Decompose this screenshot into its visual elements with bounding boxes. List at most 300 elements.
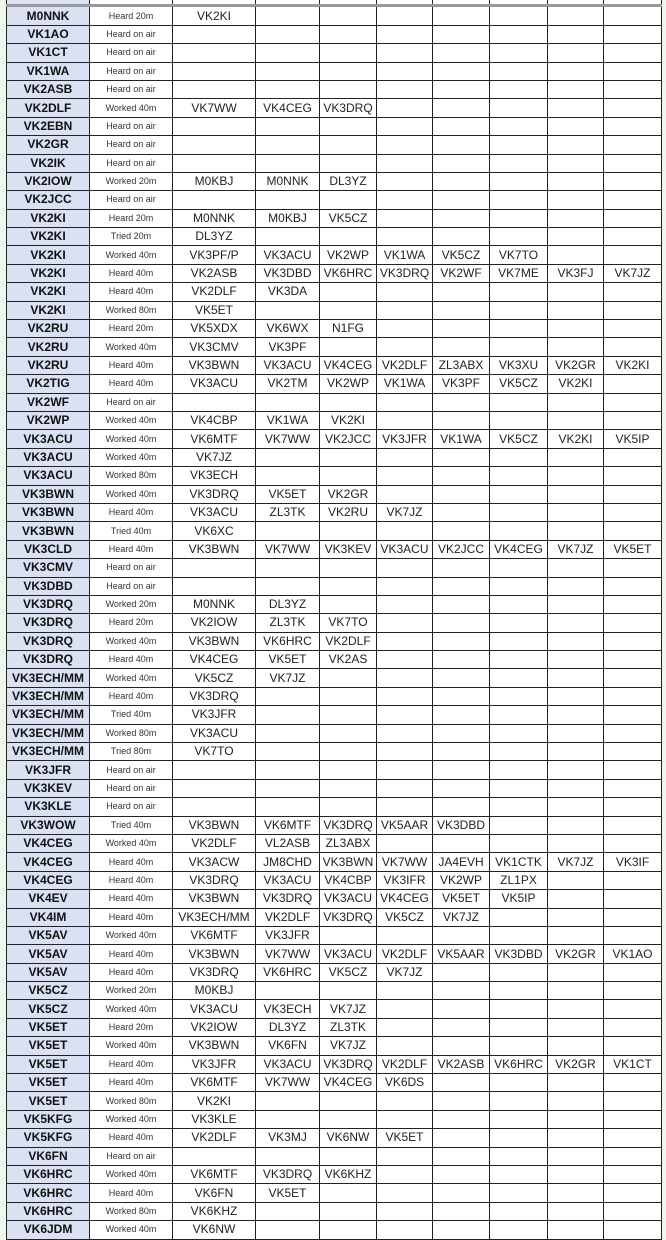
contact-cell[interactable] bbox=[490, 1037, 548, 1055]
contact-cell[interactable]: VK2DLF bbox=[173, 283, 256, 301]
contact-cell[interactable] bbox=[548, 136, 604, 154]
status-cell[interactable]: Heard on air bbox=[90, 136, 173, 154]
contact-cell[interactable]: VK2KI bbox=[548, 375, 604, 393]
status-cell[interactable]: Worked 80m bbox=[90, 467, 173, 485]
contact-cell[interactable] bbox=[490, 80, 548, 98]
contact-cell[interactable] bbox=[377, 172, 433, 190]
contact-cell[interactable] bbox=[604, 1000, 662, 1018]
callsign-cell[interactable]: VK3ECH/MM bbox=[7, 669, 90, 687]
contact-cell[interactable]: VK2DLF bbox=[173, 834, 256, 852]
contact-cell[interactable] bbox=[490, 761, 548, 779]
contact-cell[interactable] bbox=[548, 246, 604, 264]
contact-cell[interactable] bbox=[548, 191, 604, 209]
contact-cell[interactable] bbox=[490, 908, 548, 926]
contact-cell[interactable] bbox=[377, 595, 433, 613]
contact-cell[interactable] bbox=[490, 1000, 548, 1018]
callsign-cell[interactable]: VK3DRQ bbox=[7, 632, 90, 650]
callsign-cell[interactable]: VK4IM bbox=[7, 908, 90, 926]
status-cell[interactable]: Heard on air bbox=[90, 62, 173, 80]
contact-cell[interactable]: VK2GR bbox=[548, 1055, 604, 1073]
callsign-cell[interactable]: VK3BWN bbox=[7, 522, 90, 540]
contact-cell[interactable]: VK1WA bbox=[256, 411, 320, 429]
contact-cell[interactable]: VK4CEG bbox=[490, 540, 548, 558]
contact-cell[interactable] bbox=[490, 44, 548, 62]
contact-cell[interactable] bbox=[604, 448, 662, 466]
contact-cell[interactable]: DL3YZ bbox=[256, 1018, 320, 1036]
contact-cell[interactable] bbox=[490, 1147, 548, 1165]
contact-cell[interactable] bbox=[604, 669, 662, 687]
contact-cell[interactable] bbox=[604, 228, 662, 246]
contact-cell[interactable]: VK2WF bbox=[433, 264, 490, 282]
contact-cell[interactable] bbox=[548, 1037, 604, 1055]
contact-cell[interactable] bbox=[548, 1000, 604, 1018]
contact-cell[interactable] bbox=[377, 779, 433, 797]
contact-cell[interactable] bbox=[256, 761, 320, 779]
contact-cell[interactable] bbox=[548, 1166, 604, 1184]
contact-cell[interactable] bbox=[490, 595, 548, 613]
contact-cell[interactable] bbox=[490, 926, 548, 944]
status-cell[interactable]: Worked 20m bbox=[90, 595, 173, 613]
contact-cell[interactable] bbox=[548, 1221, 604, 1239]
contact-cell[interactable]: VK3PF/P bbox=[173, 246, 256, 264]
contact-cell[interactable] bbox=[490, 411, 548, 429]
contact-cell[interactable] bbox=[548, 1110, 604, 1128]
contact-cell[interactable] bbox=[604, 706, 662, 724]
contact-cell[interactable]: VK5ET bbox=[173, 301, 256, 319]
callsign-cell[interactable]: VK6HRC bbox=[7, 1184, 90, 1202]
contact-cell[interactable]: VK3ACU bbox=[173, 724, 256, 742]
status-cell[interactable]: Worked 40m bbox=[90, 1110, 173, 1128]
callsign-cell[interactable]: VK3DBD bbox=[7, 577, 90, 595]
status-cell[interactable]: Worked 40m bbox=[90, 1037, 173, 1055]
contact-cell[interactable]: VK5ET bbox=[256, 651, 320, 669]
contact-cell[interactable] bbox=[433, 338, 490, 356]
contact-cell[interactable] bbox=[173, 577, 256, 595]
contact-cell[interactable] bbox=[604, 834, 662, 852]
contact-cell[interactable]: VK3JFR bbox=[256, 926, 320, 944]
contact-cell[interactable] bbox=[256, 136, 320, 154]
status-cell[interactable]: Heard on air bbox=[90, 761, 173, 779]
contact-cell[interactable] bbox=[604, 1129, 662, 1147]
contact-cell[interactable] bbox=[377, 1110, 433, 1128]
contact-cell[interactable]: VK7JZ bbox=[320, 1037, 377, 1055]
contact-cell[interactable]: VK5AAR bbox=[377, 816, 433, 834]
status-cell[interactable]: Tried 40m bbox=[90, 816, 173, 834]
contact-cell[interactable]: VK3DRQ bbox=[320, 908, 377, 926]
contact-cell[interactable]: VK3KLE bbox=[173, 1110, 256, 1128]
contact-cell[interactable]: VK3DRQ bbox=[320, 1055, 377, 1073]
status-cell[interactable]: Worked 80m bbox=[90, 301, 173, 319]
contact-cell[interactable]: VK7WW bbox=[256, 1074, 320, 1092]
contact-cell[interactable] bbox=[548, 522, 604, 540]
status-cell[interactable]: Worked 20m bbox=[90, 982, 173, 1000]
contact-cell[interactable] bbox=[604, 963, 662, 981]
contact-cell[interactable]: VK6MTF bbox=[173, 1166, 256, 1184]
contact-cell[interactable] bbox=[433, 62, 490, 80]
contact-cell[interactable] bbox=[377, 1184, 433, 1202]
contact-cell[interactable]: ZL3ABX bbox=[433, 356, 490, 374]
contact-cell[interactable] bbox=[433, 44, 490, 62]
contact-cell[interactable]: VK3DRQ bbox=[173, 963, 256, 981]
contact-cell[interactable]: VK6MTF bbox=[256, 816, 320, 834]
contact-cell[interactable]: VK6FN bbox=[256, 1037, 320, 1055]
status-cell[interactable]: Worked 40m bbox=[90, 338, 173, 356]
contact-cell[interactable]: VK3CMV bbox=[173, 338, 256, 356]
contact-cell[interactable] bbox=[490, 1166, 548, 1184]
contact-cell[interactable] bbox=[604, 687, 662, 705]
callsign-cell[interactable]: VK5KFG bbox=[7, 1129, 90, 1147]
contact-cell[interactable] bbox=[377, 522, 433, 540]
contact-cell[interactable]: VK2KI bbox=[173, 6, 256, 25]
contact-cell[interactable] bbox=[256, 522, 320, 540]
contact-cell[interactable]: VK5ET bbox=[604, 540, 662, 558]
contact-cell[interactable] bbox=[433, 283, 490, 301]
contact-cell[interactable]: JA4EVH bbox=[433, 853, 490, 871]
contact-cell[interactable] bbox=[604, 1074, 662, 1092]
status-cell[interactable]: Worked 40m bbox=[90, 99, 173, 117]
contact-cell[interactable] bbox=[548, 25, 604, 43]
contact-cell[interactable]: VK3BWN bbox=[173, 356, 256, 374]
contact-cell[interactable] bbox=[490, 136, 548, 154]
contact-cell[interactable] bbox=[433, 1129, 490, 1147]
contact-cell[interactable] bbox=[377, 338, 433, 356]
contact-cell[interactable] bbox=[548, 154, 604, 172]
contact-cell[interactable] bbox=[548, 632, 604, 650]
contact-cell[interactable] bbox=[490, 982, 548, 1000]
contact-cell[interactable] bbox=[490, 154, 548, 172]
callsign-cell[interactable]: VK5CZ bbox=[7, 1000, 90, 1018]
status-cell[interactable]: Heard 40m bbox=[90, 1129, 173, 1147]
status-cell[interactable]: Heard 20m bbox=[90, 209, 173, 227]
contact-cell[interactable] bbox=[173, 80, 256, 98]
callsign-cell[interactable]: VK2IOW bbox=[7, 172, 90, 190]
contact-cell[interactable]: ZL3ABX bbox=[320, 834, 377, 852]
contact-cell[interactable] bbox=[604, 926, 662, 944]
contact-cell[interactable] bbox=[604, 246, 662, 264]
contact-cell[interactable] bbox=[490, 1018, 548, 1036]
contact-cell[interactable]: VK1CTK bbox=[490, 853, 548, 871]
contact-cell[interactable]: VK3DRQ bbox=[173, 687, 256, 705]
contact-cell[interactable] bbox=[320, 154, 377, 172]
contact-cell[interactable] bbox=[548, 99, 604, 117]
callsign-cell[interactable]: VK3CLD bbox=[7, 540, 90, 558]
contact-cell[interactable] bbox=[548, 6, 604, 25]
contact-cell[interactable] bbox=[433, 1184, 490, 1202]
contact-cell[interactable] bbox=[377, 761, 433, 779]
contact-cell[interactable] bbox=[256, 779, 320, 797]
status-cell[interactable]: Heard 40m bbox=[90, 651, 173, 669]
contact-cell[interactable] bbox=[433, 669, 490, 687]
contact-cell[interactable] bbox=[490, 117, 548, 135]
contact-cell[interactable] bbox=[604, 798, 662, 816]
contact-cell[interactable] bbox=[377, 1018, 433, 1036]
contact-cell[interactable]: VK5ET bbox=[256, 1184, 320, 1202]
contact-cell[interactable] bbox=[604, 301, 662, 319]
contact-cell[interactable]: VK3ACU bbox=[173, 503, 256, 521]
contact-cell[interactable]: VK2IOW bbox=[173, 614, 256, 632]
callsign-cell[interactable]: VK2KI bbox=[7, 209, 90, 227]
contact-cell[interactable] bbox=[320, 62, 377, 80]
contact-cell[interactable]: VK3JFR bbox=[173, 1055, 256, 1073]
contact-cell[interactable]: VK2ASB bbox=[173, 264, 256, 282]
contact-cell[interactable]: VK7JZ bbox=[377, 963, 433, 981]
status-cell[interactable]: Heard 40m bbox=[90, 871, 173, 889]
contact-cell[interactable] bbox=[548, 614, 604, 632]
contact-cell[interactable] bbox=[604, 1110, 662, 1128]
callsign-cell[interactable]: VK2ASB bbox=[7, 80, 90, 98]
contact-cell[interactable] bbox=[548, 908, 604, 926]
contact-cell[interactable]: VK7JZ bbox=[377, 503, 433, 521]
contact-cell[interactable] bbox=[433, 209, 490, 227]
contact-cell[interactable] bbox=[433, 448, 490, 466]
callsign-cell[interactable]: VK6HRC bbox=[7, 1202, 90, 1220]
contact-cell[interactable] bbox=[173, 1147, 256, 1165]
contact-cell[interactable] bbox=[256, 25, 320, 43]
contact-cell[interactable] bbox=[490, 632, 548, 650]
contact-cell[interactable] bbox=[320, 1147, 377, 1165]
contact-cell[interactable] bbox=[173, 559, 256, 577]
contact-cell[interactable] bbox=[548, 117, 604, 135]
contact-cell[interactable]: DL3YZ bbox=[256, 595, 320, 613]
contact-cell[interactable] bbox=[548, 80, 604, 98]
status-cell[interactable]: Heard 20m bbox=[90, 1018, 173, 1036]
contact-cell[interactable]: VK4CEG bbox=[256, 99, 320, 117]
status-cell[interactable]: Heard on air bbox=[90, 798, 173, 816]
contact-cell[interactable] bbox=[490, 172, 548, 190]
contact-cell[interactable] bbox=[173, 62, 256, 80]
status-cell[interactable]: Heard 20m bbox=[90, 614, 173, 632]
status-cell[interactable]: Heard 40m bbox=[90, 264, 173, 282]
contact-cell[interactable]: M0KBJ bbox=[256, 209, 320, 227]
contact-cell[interactable] bbox=[490, 651, 548, 669]
contact-cell[interactable] bbox=[320, 1092, 377, 1110]
contact-cell[interactable]: VK2GR bbox=[320, 485, 377, 503]
contact-cell[interactable] bbox=[490, 798, 548, 816]
contact-cell[interactable]: VK2GR bbox=[548, 356, 604, 374]
contact-cell[interactable] bbox=[604, 154, 662, 172]
contact-cell[interactable] bbox=[377, 614, 433, 632]
contact-cell[interactable] bbox=[256, 577, 320, 595]
contact-cell[interactable] bbox=[320, 559, 377, 577]
contact-cell[interactable] bbox=[490, 577, 548, 595]
callsign-cell[interactable]: VK5CZ bbox=[7, 982, 90, 1000]
contact-cell[interactable] bbox=[604, 44, 662, 62]
contact-cell[interactable] bbox=[548, 411, 604, 429]
contact-cell[interactable] bbox=[433, 320, 490, 338]
callsign-cell[interactable]: VK6JDM bbox=[7, 1221, 90, 1239]
status-cell[interactable]: Heard 20m bbox=[90, 320, 173, 338]
contact-cell[interactable] bbox=[433, 25, 490, 43]
contact-cell[interactable] bbox=[548, 834, 604, 852]
contact-cell[interactable] bbox=[433, 485, 490, 503]
contact-cell[interactable] bbox=[256, 706, 320, 724]
callsign-cell[interactable]: VK1CT bbox=[7, 44, 90, 62]
contact-cell[interactable] bbox=[377, 834, 433, 852]
contact-cell[interactable] bbox=[433, 834, 490, 852]
contact-cell[interactable] bbox=[490, 1074, 548, 1092]
contact-cell[interactable] bbox=[320, 1110, 377, 1128]
contact-cell[interactable] bbox=[604, 816, 662, 834]
contact-cell[interactable] bbox=[548, 577, 604, 595]
status-cell[interactable]: Heard 20m bbox=[90, 6, 173, 25]
callsign-cell[interactable]: VK3KLE bbox=[7, 798, 90, 816]
status-cell[interactable]: Worked 40m bbox=[90, 246, 173, 264]
contact-cell[interactable] bbox=[490, 1202, 548, 1220]
contact-cell[interactable] bbox=[377, 191, 433, 209]
callsign-cell[interactable]: VK2EBN bbox=[7, 117, 90, 135]
callsign-cell[interactable]: VK3BWN bbox=[7, 503, 90, 521]
contact-cell[interactable] bbox=[173, 117, 256, 135]
contact-cell[interactable] bbox=[604, 503, 662, 521]
contact-cell[interactable]: VK7TO bbox=[320, 614, 377, 632]
status-cell[interactable]: Worked 40m bbox=[90, 430, 173, 448]
contact-cell[interactable]: VK2TM bbox=[256, 375, 320, 393]
status-cell[interactable]: Heard 40m bbox=[90, 890, 173, 908]
contact-cell[interactable] bbox=[604, 172, 662, 190]
contact-cell[interactable] bbox=[377, 320, 433, 338]
contact-cell[interactable]: VK2JCC bbox=[320, 430, 377, 448]
contact-cell[interactable] bbox=[433, 154, 490, 172]
contact-cell[interactable] bbox=[173, 798, 256, 816]
contact-cell[interactable] bbox=[433, 724, 490, 742]
contact-cell[interactable] bbox=[548, 724, 604, 742]
contact-cell[interactable] bbox=[604, 1202, 662, 1220]
contact-cell[interactable] bbox=[548, 503, 604, 521]
contact-cell[interactable]: VK7JZ bbox=[320, 1000, 377, 1018]
contact-cell[interactable] bbox=[256, 467, 320, 485]
contact-cell[interactable] bbox=[433, 99, 490, 117]
contact-cell[interactable] bbox=[433, 595, 490, 613]
contact-cell[interactable] bbox=[433, 503, 490, 521]
contact-cell[interactable] bbox=[320, 228, 377, 246]
contact-cell[interactable] bbox=[433, 687, 490, 705]
contact-cell[interactable] bbox=[604, 393, 662, 411]
contact-cell[interactable]: VK2KI bbox=[173, 1092, 256, 1110]
contact-cell[interactable] bbox=[548, 687, 604, 705]
callsign-cell[interactable]: VK2WF bbox=[7, 393, 90, 411]
contact-cell[interactable] bbox=[377, 724, 433, 742]
callsign-cell[interactable]: VK2RU bbox=[7, 356, 90, 374]
contact-cell[interactable] bbox=[433, 191, 490, 209]
contact-cell[interactable]: VK6NW bbox=[173, 1221, 256, 1239]
callsign-cell[interactable]: VK4CEG bbox=[7, 871, 90, 889]
contact-cell[interactable] bbox=[433, 1092, 490, 1110]
contact-cell[interactable] bbox=[433, 393, 490, 411]
contact-cell[interactable] bbox=[433, 411, 490, 429]
contact-cell[interactable] bbox=[256, 62, 320, 80]
contact-cell[interactable] bbox=[604, 890, 662, 908]
contact-cell[interactable] bbox=[490, 320, 548, 338]
contact-cell[interactable] bbox=[548, 1092, 604, 1110]
status-cell[interactable]: Heard 40m bbox=[90, 963, 173, 981]
contact-cell[interactable] bbox=[173, 44, 256, 62]
contact-cell[interactable]: VK4CEG bbox=[320, 1074, 377, 1092]
contact-cell[interactable] bbox=[320, 136, 377, 154]
contact-cell[interactable] bbox=[433, 136, 490, 154]
contact-cell[interactable]: VK3ACU bbox=[320, 945, 377, 963]
contact-cell[interactable]: VK4CEG bbox=[173, 651, 256, 669]
contact-cell[interactable] bbox=[377, 577, 433, 595]
status-cell[interactable]: Heard 40m bbox=[90, 540, 173, 558]
contact-cell[interactable] bbox=[433, 80, 490, 98]
contact-cell[interactable]: VK6HRC bbox=[256, 963, 320, 981]
callsign-cell[interactable]: VK3KEV bbox=[7, 779, 90, 797]
contact-cell[interactable]: ZL3TK bbox=[320, 1018, 377, 1036]
contact-cell[interactable]: VK6DS bbox=[377, 1074, 433, 1092]
contact-cell[interactable]: VK3PF bbox=[433, 375, 490, 393]
contact-cell[interactable] bbox=[320, 595, 377, 613]
contact-cell[interactable] bbox=[604, 411, 662, 429]
callsign-cell[interactable]: VK3DRQ bbox=[7, 595, 90, 613]
contact-cell[interactable] bbox=[490, 706, 548, 724]
contact-cell[interactable]: VK3BWN bbox=[173, 1037, 256, 1055]
contact-cell[interactable] bbox=[377, 283, 433, 301]
contact-cell[interactable]: VK5ET bbox=[377, 1129, 433, 1147]
contact-cell[interactable] bbox=[377, 559, 433, 577]
contact-cell[interactable] bbox=[256, 80, 320, 98]
contact-cell[interactable] bbox=[490, 816, 548, 834]
contact-cell[interactable]: M0NNK bbox=[173, 595, 256, 613]
callsign-cell[interactable]: VK2TIG bbox=[7, 375, 90, 393]
contact-cell[interactable]: VK2DLF bbox=[377, 1055, 433, 1073]
contact-cell[interactable]: VK3BWN bbox=[320, 853, 377, 871]
contact-cell[interactable]: VK3DRQ bbox=[320, 99, 377, 117]
status-cell[interactable]: Heard on air bbox=[90, 559, 173, 577]
callsign-cell[interactable]: VK3ACU bbox=[7, 467, 90, 485]
contact-cell[interactable] bbox=[256, 982, 320, 1000]
callsign-cell[interactable]: VK5AV bbox=[7, 963, 90, 981]
callsign-cell[interactable]: VK2RU bbox=[7, 338, 90, 356]
contact-cell[interactable] bbox=[604, 651, 662, 669]
callsign-cell[interactable]: VK4EV bbox=[7, 890, 90, 908]
contact-cell[interactable] bbox=[320, 926, 377, 944]
contact-cell[interactable] bbox=[490, 228, 548, 246]
contact-cell[interactable]: VK6HRC bbox=[320, 264, 377, 282]
contact-cell[interactable]: VK6NW bbox=[320, 1129, 377, 1147]
contact-cell[interactable] bbox=[377, 1000, 433, 1018]
contact-cell[interactable] bbox=[490, 467, 548, 485]
contact-cell[interactable] bbox=[604, 1184, 662, 1202]
contact-cell[interactable] bbox=[548, 761, 604, 779]
contact-cell[interactable] bbox=[548, 669, 604, 687]
contact-cell[interactable] bbox=[490, 1221, 548, 1239]
callsign-cell[interactable]: VK5ET bbox=[7, 1018, 90, 1036]
contact-cell[interactable]: VK3ACU bbox=[256, 871, 320, 889]
contact-cell[interactable] bbox=[604, 283, 662, 301]
status-cell[interactable]: Worked 40m bbox=[90, 632, 173, 650]
contact-cell[interactable] bbox=[548, 62, 604, 80]
callsign-cell[interactable]: VK5AV bbox=[7, 945, 90, 963]
contact-cell[interactable]: VK3IF bbox=[604, 853, 662, 871]
contact-cell[interactable]: VK7WW bbox=[173, 99, 256, 117]
contact-cell[interactable]: VK3JFR bbox=[377, 430, 433, 448]
contact-cell[interactable]: VK2JCC bbox=[433, 540, 490, 558]
status-cell[interactable]: Worked 20m bbox=[90, 172, 173, 190]
contact-cell[interactable] bbox=[490, 779, 548, 797]
contact-cell[interactable]: VK7TO bbox=[173, 743, 256, 761]
contact-cell[interactable]: VK3ACU bbox=[377, 540, 433, 558]
contact-cell[interactable] bbox=[604, 62, 662, 80]
contact-cell[interactable]: VK3ACU bbox=[256, 1055, 320, 1073]
contact-cell[interactable] bbox=[548, 743, 604, 761]
callsign-cell[interactable]: VK3WOW bbox=[7, 816, 90, 834]
contact-cell[interactable] bbox=[377, 485, 433, 503]
contact-cell[interactable] bbox=[604, 1092, 662, 1110]
contact-cell[interactable]: VK3PF bbox=[256, 338, 320, 356]
contact-cell[interactable] bbox=[433, 172, 490, 190]
contact-cell[interactable] bbox=[320, 467, 377, 485]
contact-cell[interactable] bbox=[548, 1129, 604, 1147]
